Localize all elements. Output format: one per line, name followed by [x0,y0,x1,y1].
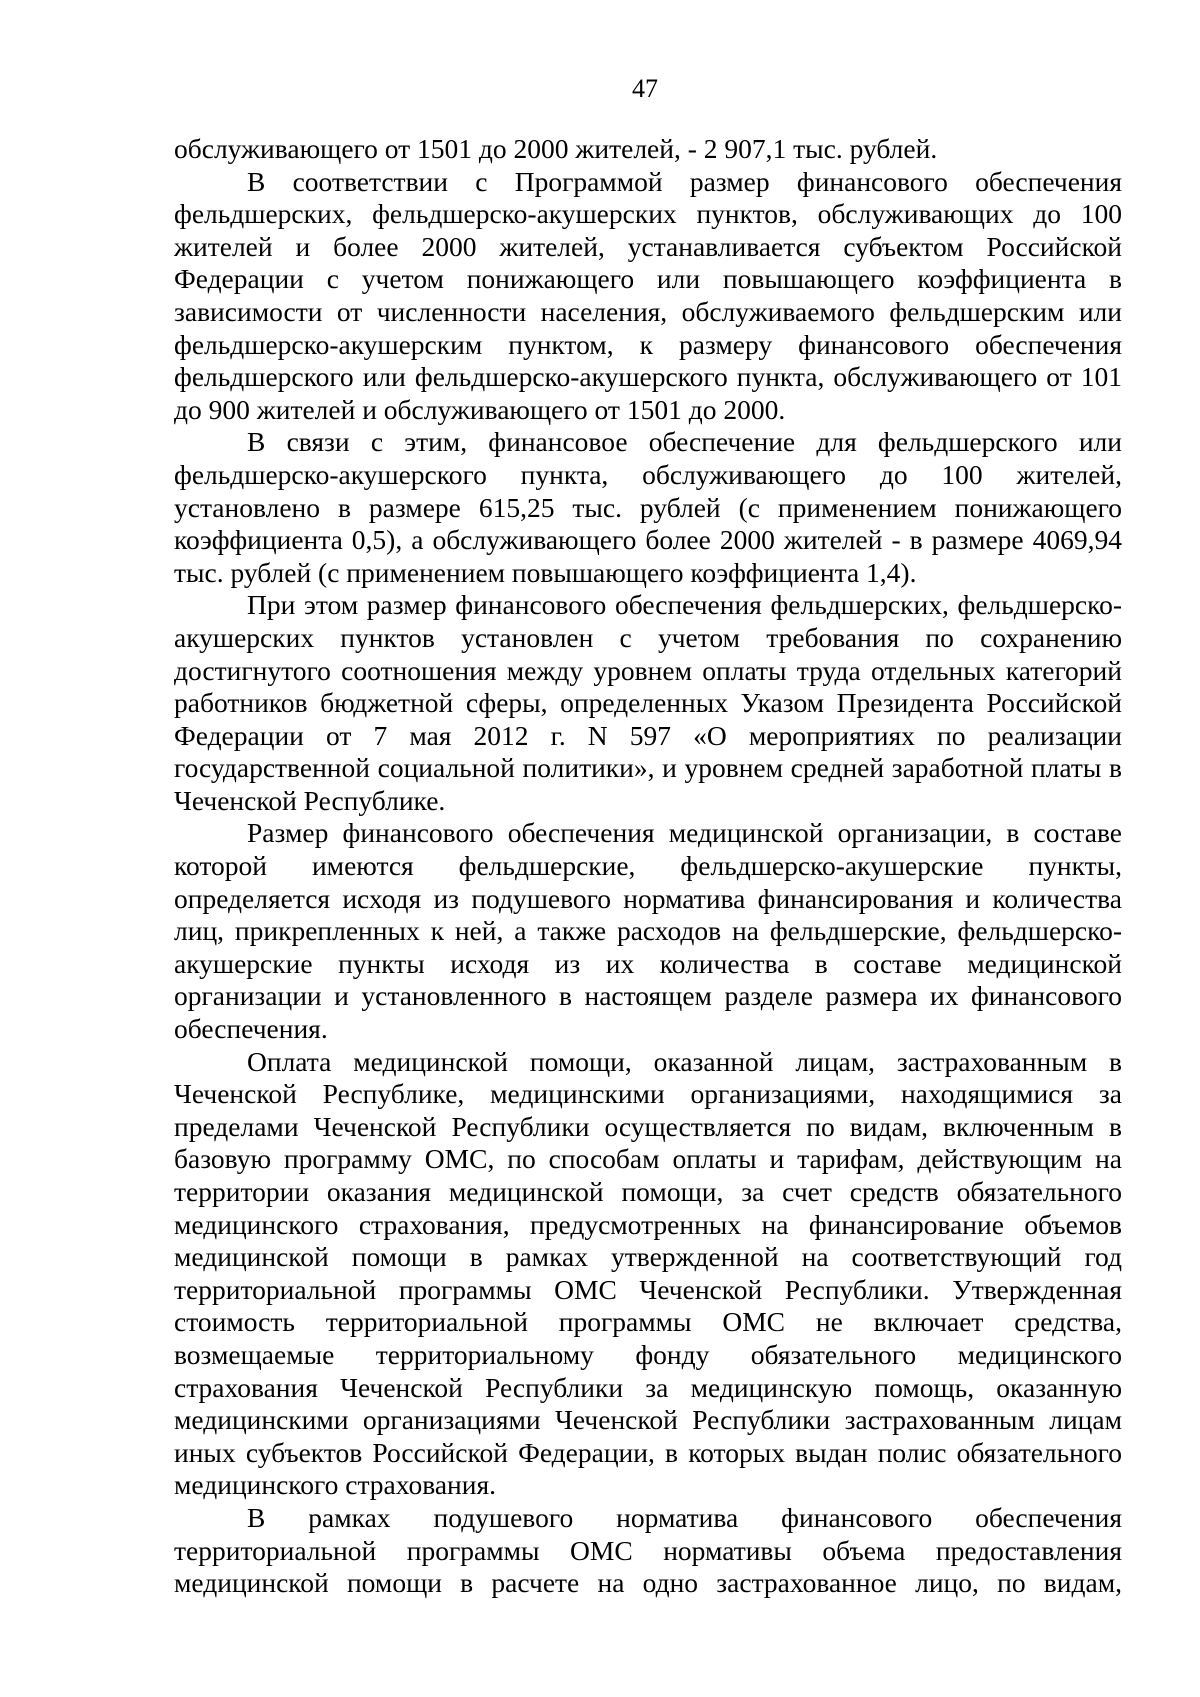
paragraph-organization-funding: Размер финансового обеспечения медицинской организации, в составе которой имеются фельдшерские, фельдшерско-акушерские пункты, определяется исходя из подушевого норматива финансирования и количества лиц, прикрепленных к ней, а также расходов на фельдшерские, фельдшерско-акушерские пункты исходя из их количества в составе медицинской организации и установленного в настоящем разделе размера их финансового обеспечения. [174,817,1122,1045]
paragraph-fap-funding-amounts: В связи с этим, финансовое обеспечение для фельдшерского или фельдшерско-акушерского пункта, обслуживающего до 100 жителей, установлено в размере 615,25 тыс. рублей (с применением понижающего коэффициента 0,5), а обслуживающего более 2000 жителей - в размере 4069,94 тыс. рублей (с применением повышающего коэффициента 1,4). [174,426,1122,588]
document-body [174,133,1122,1600]
paragraph-continuation: обслуживающего от 1501 до 2000 жителей, - 2 907,1 тыс. рублей. [174,133,938,164]
paragraph-fap-funding-program: В соответствии с Программой размер финансового обеспечения фельдшерских, фельдшерско-акушерских пунктов, обслуживающих до 100 жителей и более 2000 жителей, устанавливается субъектом Российской Федерации с учетом понижающего или повышающего коэффициента в зависимости от численности населения, обслуживаемого фельдшерским или фельдшерско-акушерским пунктом, к размеру финансового обеспечения фельдшерского или фельдшерско-акушерского пункта, обслуживающего от 101 до 900 жителей и обслуживающего от 1501 до 2000. [174,165,1122,425]
page-number: 47 [632,74,658,103]
paragraph-out-of-region-payment: Оплата медицинской помощи, оказанной лицам, застрахованным в Чеченской Республике, медицинскими организациями, находящимися за пределами Чеченской Республики осуществляется по видам, включенным в базовую программу ОМС, по способам оплаты и тарифам, действующим на территории оказания медицинской помощи, за счет средств обязательного медицинского страхования, предусмотренных на финансирование объемов медицинской помощи в рамках утвержденной на соответствующий год территориальной программы ОМС Чеченской Республики. Утвержденная стоимость территориальной программы ОМС не включает средства, возмещаемые территориальному фонду обязательного медицинского страхования Чеченской Республики за медицинскую помощь, оказанную медицинскими организациями Чеченской Республики застрахованным лицам иных субъектов Российской Федерации, в которых выдан полис обязательного медицинского страхования. [174,1045,1122,1501]
paragraph-per-capita-norms: В рамках подушевого норматива финансового обеспечения территориальной программы ОМС нормативы объема предоставления медицинской помощи в расчете на одно застрахованное лицо, по видам, [174,1501,1122,1599]
paragraph-salary-ratio: При этом размер финансового обеспечения фельдшерских, фельдшерско-акушерских пунктов установлен с учетом требования по сохранению достигнутого соотношения между уровнем оплаты труда отдельных категорий работников бюджетной сферы, определенных Указом Президента Российской Федерации от 7 мая 2012 г. N 597 «О мероприятиях по реализации государственной социальной политики», и уровнем средней заработной платы в Чеченской Республике. [174,589,1122,816]
